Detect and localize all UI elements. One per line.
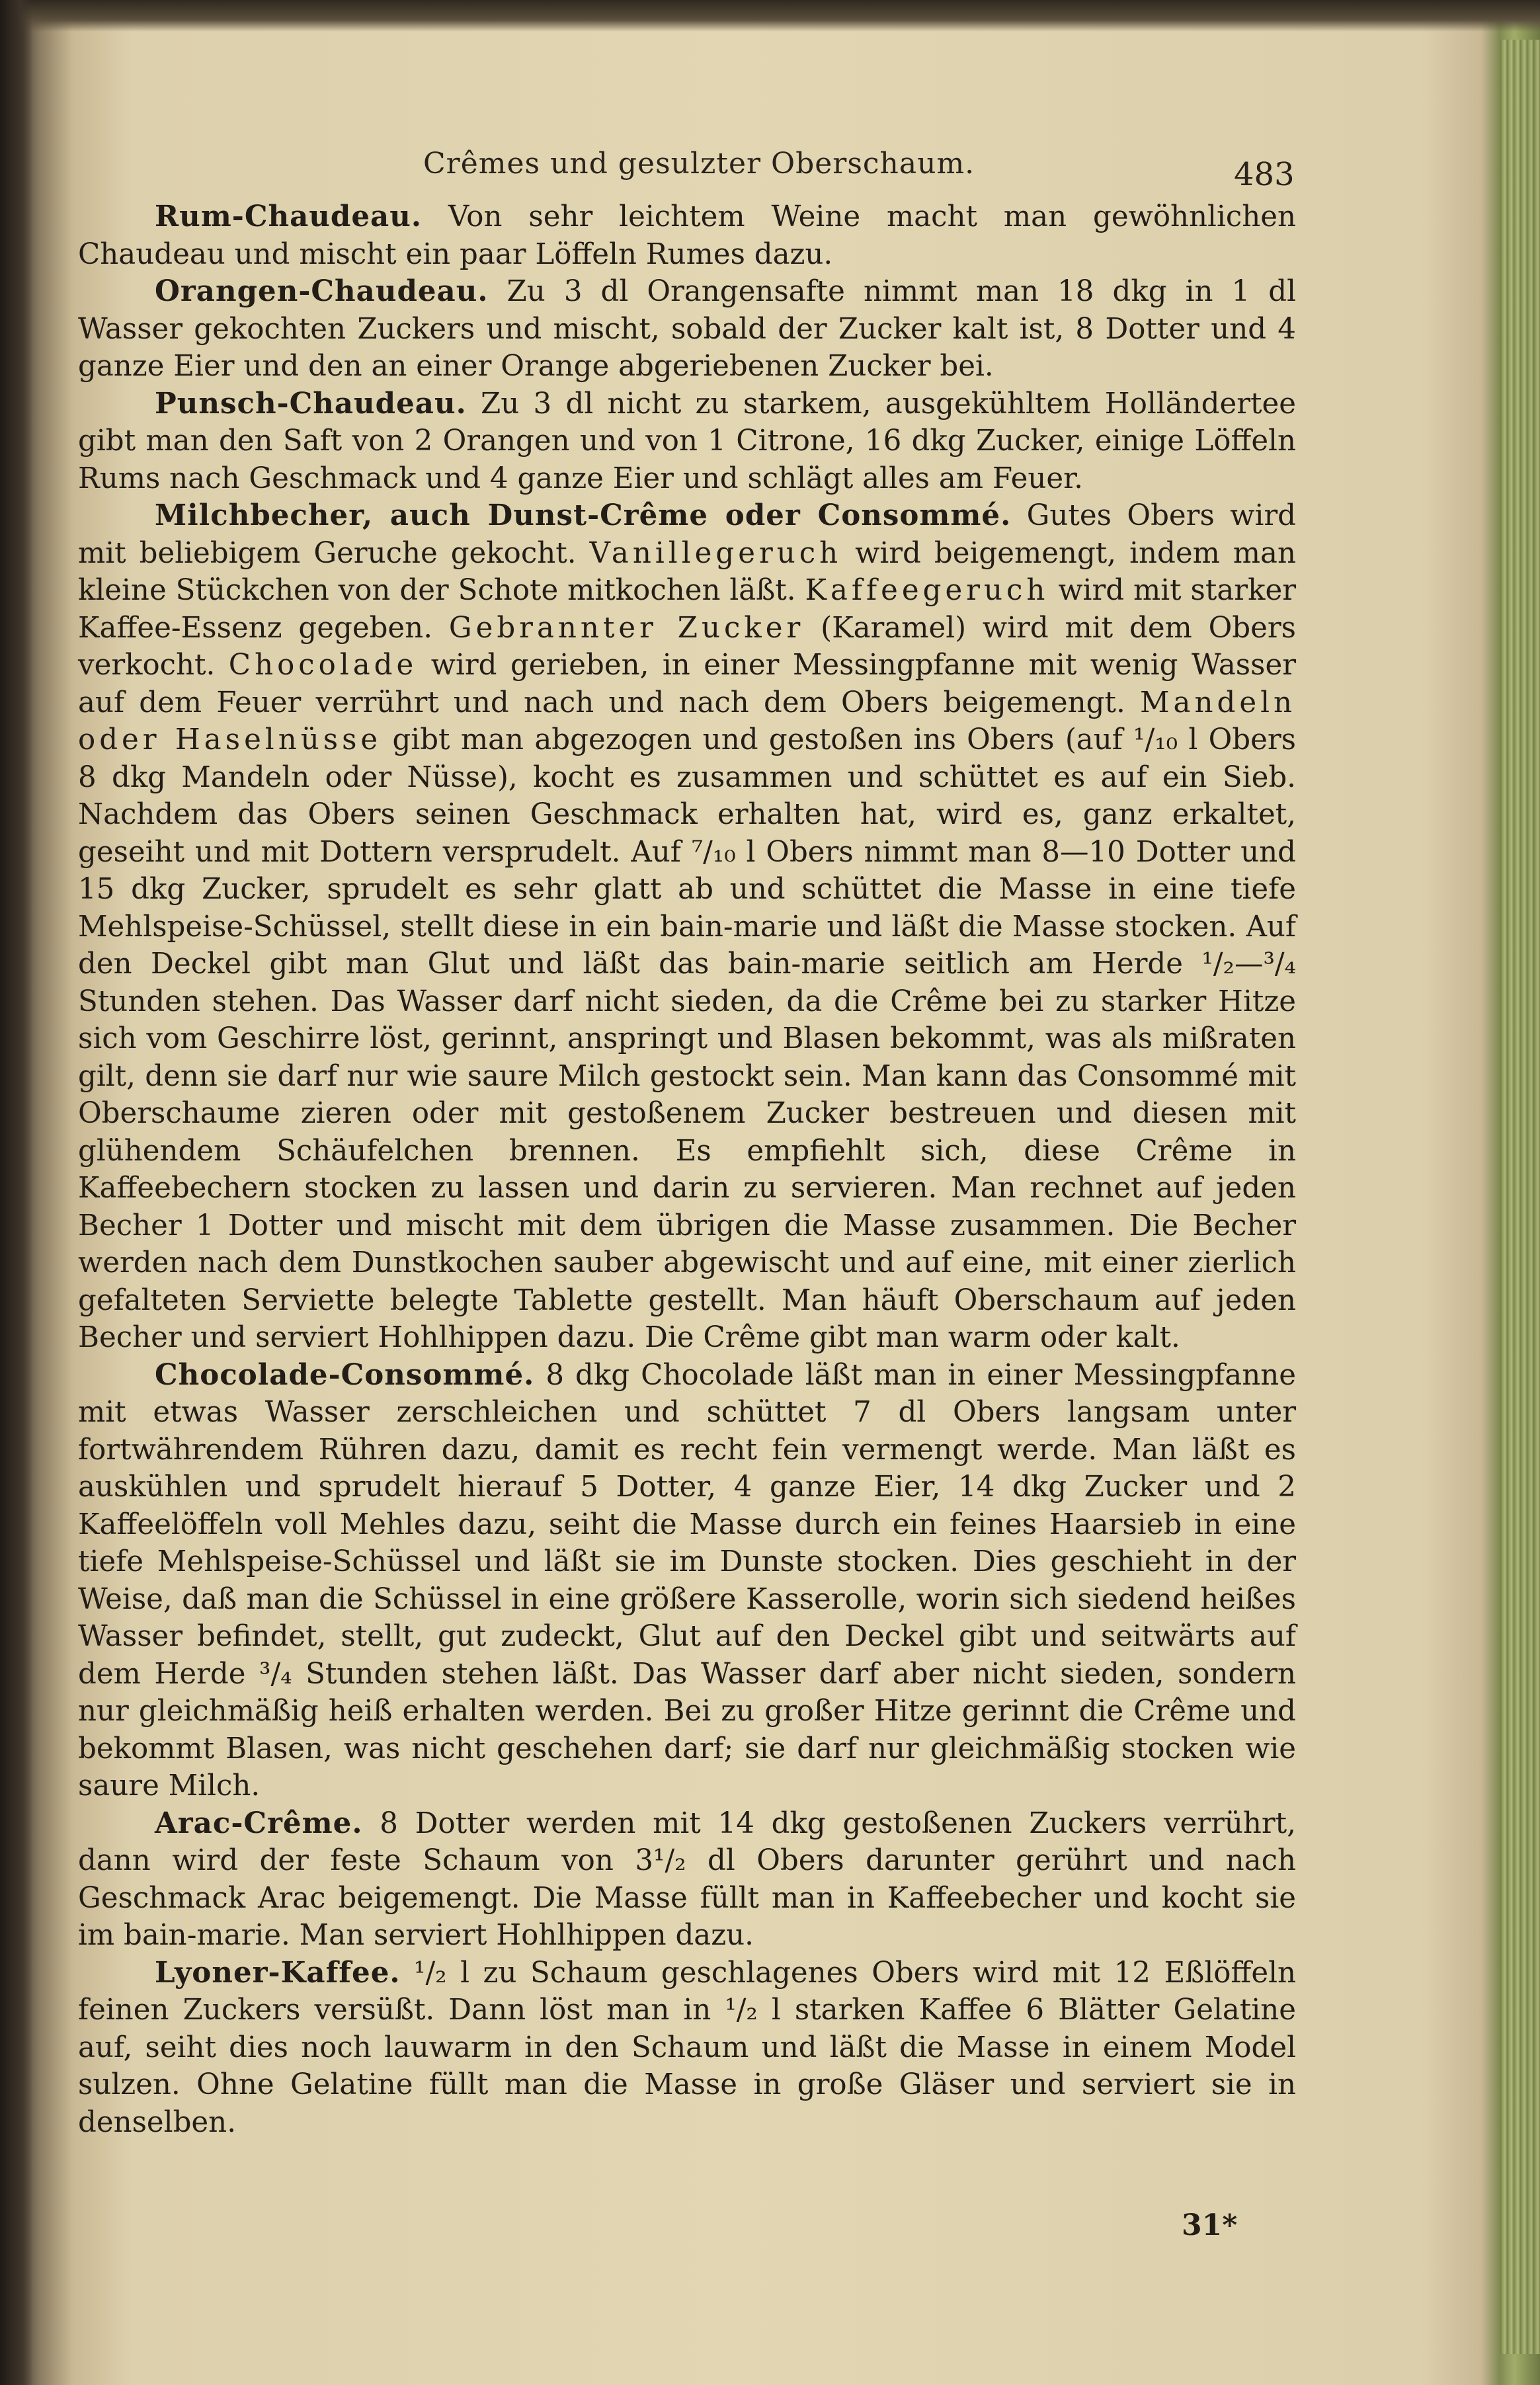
recipe-body: wird gerieben, in einer Messingpfanne mit wenig Wasser auf dem Feuer verrührt und nach und nach dem Obers beigemengt.: [78, 649, 1296, 719]
spaced-term: Vanillegeruch: [589, 536, 842, 570]
recipe-chocolade-consomme: [78, 1357, 1296, 1805]
book-gutter: [0, 0, 33, 2385]
recipe-body: ¹/₂ l zu Schaum geschlagenes Obers wird mit 12 Eßlöffeln feinen Zuckers versüßt. Dann löst man in ¹/₂ l starken Kaffee 6 Blätter Gelatine auf, seiht dies noch lauwarm in den Schaum und läßt die Masse in einem Model sulzen. Ohne Gelatine füllt man die Masse in große Gläser und serviert sie in denselben.: [78, 1956, 1296, 2139]
recipe-body: Gutes Obers wird mit beliebigem Geruche gekocht.: [78, 499, 1297, 570]
recipe-title: Rum-Chaudeau.: [155, 200, 422, 233]
recipe-body: 8 dkg Chocolade läßt man in einer Messingpfanne mit etwas Wasser zerschleichen und schüttet 7 dl Obers langsam unter fortwährendem Rühren dazu, damit es recht fein vermengt werde. Man läßt es auskühlen und sprudelt hierauf 5 Dotter, 4 ganze Eier, 14 dkg Zucker und 2 Kaffeelöffeln voll Mehles dazu, seiht die Masse durch ein feines Haarsieb in eine tiefe Mehlspeise-Schüssel und läßt sie im Dunste stocken. Dies geschieht in der Weise, daß man die Schüssel in eine größere Kasserolle, worin sich siedend heißes Wasser befindet, stellt, gut zudeckt, Glut auf den Deckel gibt und seitwärts auf dem Herde ³/₄ Stunden stehen läßt. Das Wasser darf aber nicht sieden, sondern nur gleichmäßig heiß erhalten werden. Bei zu großer Hitze gerinnt die Crême und bekommt Blasen, was nicht geschehen darf; sie darf nur gleichmäßig stocken wie saure Milch.: [78, 1358, 1297, 1802]
spaced-term: Chocolade: [228, 649, 418, 682]
recipe-body: Zu 3 dl Orangensafte nimmt man 18 dkg in 1 dl Wasser gekochten Zuckers und mischt, sobald der Zucker kalt ist, 8 Dotter und 4 ganze Eier und den an einer Orange abgeriebenen Zucker bei.: [78, 275, 1296, 383]
recipe-milchbecher: [78, 497, 1296, 1357]
recipe-title: Orangen-Chaudeau.: [155, 274, 489, 308]
recipe-title: Milchbecher, auch Dunst-Crême oder Consommé.: [155, 499, 1012, 532]
recipe-body: wird mit starker Kaffee-Essenz gegeben.: [78, 574, 1296, 645]
recipe-punsch-chaudeau: [78, 385, 1296, 498]
recipe-body: Zu 3 dl nicht zu starkem, ausgekühltem Holländertee gibt man den Saft von 2 Orangen und von 1 Citrone, 16 dkg Zucker, einige Löffeln Rums nach Geschmack und 4 ganze Eier und schlägt alles am Feuer.: [78, 387, 1297, 495]
top-shadow: [0, 0, 1540, 32]
page-edges: [1500, 40, 1540, 2354]
recipe-body: (Karamel) wird mit dem Obers verkocht.: [78, 611, 1296, 682]
recipe-title: Arac-Crême.: [155, 1806, 363, 1840]
recipe-body: 8 Dotter werden mit 14 dkg gestoßenen Zuckers verrührt, dann wird der feste Schaum von 3¹/₂ dl Obers darunter gerührt und nach Geschmack Arac beigemengt. Die Masse füllt man in Kaffeebecher und kocht sie im bain-marie. Man serviert Hohlhippen dazu.: [78, 1806, 1296, 1952]
running-header: Crêmes und gesulzter Oberschaum.: [423, 147, 975, 181]
spaced-term: Mandeln oder Haselnüsse: [78, 686, 1296, 756]
spaced-term: Gebrannter Zucker: [448, 611, 805, 645]
recipe-title: Lyoner-Kaffee.: [155, 1955, 401, 1990]
recipe-arac-creme: [78, 1805, 1296, 1955]
page-number: 483: [1234, 156, 1295, 193]
recipe-body: wird beigemengt, indem man kleine Stückchen von der Schote mitkochen läßt.: [78, 536, 1296, 607]
recipe-title: Punsch-Chaudeau.: [155, 386, 467, 421]
recipe-rum-chaudeau: [78, 198, 1296, 273]
recipe-body: gibt man abgezogen und gestoßen ins Obers (auf ¹/₁₀ l Obers 8 dkg Mandeln oder Nüsse), kocht es zusammen und schüttet es auf ein Sieb. Nachdem das Obers seinen Geschmack erhalten hat, wird es, ganz erkaltet, geseiht und mit Dottern versprudelt. Auf ⁷/₁₀ l Obers nimmt man 8—10 Dotter und 15 dkg Zucker, sprudelt es sehr glatt ab und schüttet die Masse in eine tiefe Mehlspeise-Schüssel, stellt diese in ein bain-marie und läßt die Masse stocken. Auf den Deckel gibt man Glut und läßt das bain-marie seitlich am Herde ¹/₂—³/₄ Stunden stehen. Das Wasser darf nicht sieden, da die Crême bei zu starker Hitze sich vom Geschirre löst, gerinnt, anspringt und Blasen bekommt, was als mißraten gilt, denn sie darf nur wie saure Milch gestockt sein. Man kann das Consommé mit Oberschaume zieren oder mit gestoßenem Zucker bestreuen und diesen mit glühendem Schäufelchen brennen. Es empfiehlt sich, diese Crême in Kaffeebechern stocken zu lassen und darin zu servieren. Man rechnet auf jeden Becher 1 Dotter und mischt mit dem übrigen die Masse zusammen. Die Becher werden nach dem Dunstkochen sauber abgewischt und auf eine, mit einer zierlich gefalteten Serviette belegte Tablette gestellt. Man häuft Oberschaum auf jeden Becher und serviert Hohlhippen dazu. Die Crême gibt man warm oder kalt.: [78, 723, 1297, 1354]
recipe-lyoner-kaffee: [78, 1955, 1296, 2142]
spaced-term: Kaffeegeruch: [805, 574, 1049, 607]
signature-mark: 31*: [1182, 2208, 1238, 2242]
recipe-orangen-chaudeau: [78, 273, 1296, 385]
recipe-body: Von sehr leichtem Weine macht man gewöhnlichen Chaudeau und mischt ein paar Löffeln Rumes dazu.: [78, 200, 1297, 271]
recipe-title: Chocolade-Consommé.: [155, 1357, 535, 1392]
recipe-text: [78, 198, 1296, 2141]
